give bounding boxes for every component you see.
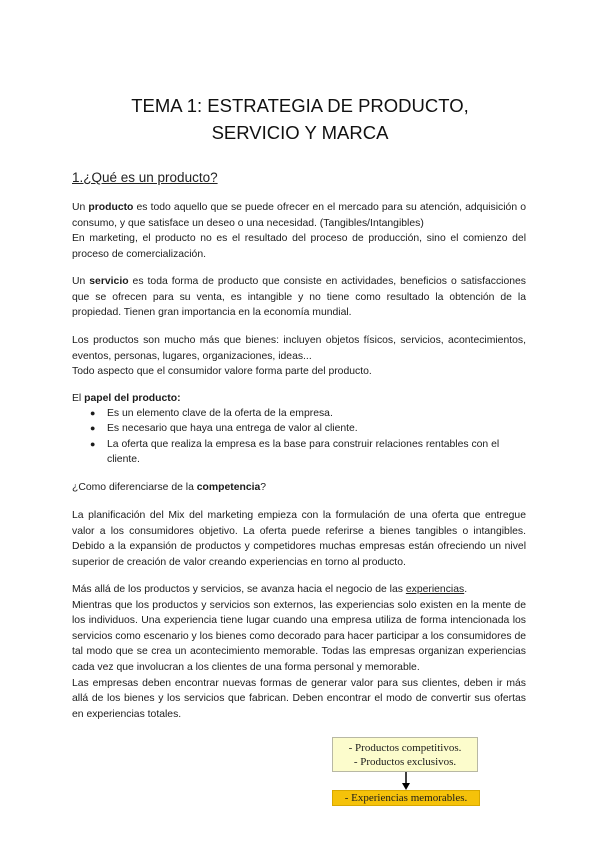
text-line: La planificación del Mix del marketing empieza con la formulación de una oferta que entregue valor a los consumidores objetivo. La oferta puede referirse a bienes tangibles o intangibles. Debido a la expansión de productos y competidores muchas empresas están ofreciendo un nivel superior de creación de valor creando experiencias en torno al producto.	[72, 510, 526, 568]
text-rest: es toda forma de producto que consiste en actividades, beneficios o satisfacciones que se ofrecen para su venta, es intangible y no tiene como resultado la obtención de la propiedad. Tienen gran importancia en la economía mundial.	[72, 276, 526, 319]
term-servicio: servicio	[89, 276, 129, 287]
text-line: Los productos son mucho más que bienes: incluyen objetos físicos, servicios, acontecimientos, eventos, personas, lugares, organizaciones, ideas...	[72, 335, 526, 362]
bullet-list	[72, 406, 526, 468]
list-item	[72, 421, 526, 436]
text-line: En marketing, el producto no es el resultado del proceso de producción, sino el comienzo del proceso de comercialización.	[72, 233, 526, 260]
text-prefix: Un	[72, 202, 89, 213]
paragraph-competencia	[72, 480, 526, 496]
paragraph-servicio	[72, 274, 526, 321]
diagram-item: - Productos exclusivos.	[353, 756, 457, 768]
page-title	[60, 92, 540, 146]
text-prefix: Un	[72, 276, 90, 287]
text-prefix: Más allá de los productos y servicios, se avanza hacia el negocio de las	[72, 584, 406, 595]
experience-diagram	[332, 737, 480, 807]
paragraph-papel	[72, 391, 526, 407]
text-suffix: ?	[260, 482, 267, 493]
diagram-item: - Productos competitivos.	[348, 742, 462, 754]
text-suffix: .	[464, 584, 468, 595]
bullet-icon: ●	[90, 408, 96, 418]
experiences-box: - Experiencias memorables.	[332, 790, 480, 806]
text-prefix: El	[72, 393, 85, 404]
paragraph-producto	[72, 200, 526, 262]
text-line: Las empresas deben encontrar nuevas formas de generar valor para sus clientes, deben ir más allá de los bienes y los servicios que fabrican. Deben encontrar el modo de convertir sus ofertas en experiencias totales.	[72, 677, 526, 720]
paragraph-productos	[72, 333, 526, 380]
text-prefix: ¿Como diferenciarse de la	[72, 482, 197, 493]
title-line-2: SERVICIO Y MARCA	[211, 122, 389, 143]
list-item-text: La oferta que realiza la empresa es la base para construir relaciones rentables con el cliente.	[107, 438, 500, 466]
list-item	[72, 406, 526, 421]
products-box	[332, 737, 478, 772]
term-experiencias: experiencias	[405, 584, 465, 595]
arrow-down-icon	[402, 772, 410, 790]
list-item-text: Es un elemento clave de la oferta de la empresa.	[107, 408, 333, 419]
term-papel: papel del producto:	[84, 393, 181, 404]
term-producto: producto	[88, 202, 134, 213]
list-item	[72, 437, 526, 468]
section-heading: 1.¿Qué es un producto?	[72, 170, 218, 185]
paragraph-experiencias	[72, 582, 526, 722]
text-line: Mientras que los productos y servicios son externos, las experiencias solo existen en la mente de los individuos. Una experiencia tiene lugar cuando una empresa utiliza de forma intencionada los servicios como escenario y los bienes como decorado para hacer participar a los consumidores de tal modo que se crea un acontecimiento memorable. Todas las empresas organizan experiencias cada vez que involucran a los clientes de una forma personal y memorable.	[72, 599, 526, 673]
paragraph-planificacion	[72, 508, 526, 570]
bullet-icon: ●	[90, 423, 96, 434]
text-rest: es todo aquello que se puede ofrecer en el mercado para su atención, adquisición o consumo, y que satisface un deseo o una necesidad. (Tangibles/Intangibles)	[72, 202, 526, 229]
term-competencia: competencia	[196, 482, 261, 493]
title-line-1: TEMA 1: ESTRATEGIA DE PRODUCTO,	[131, 95, 469, 116]
text-line: Todo aspecto que el consumidor valore forma parte del producto.	[72, 366, 372, 378]
bullet-icon: ●	[90, 438, 96, 449]
list-item-text: Es necesario que haya una entrega de valor al cliente.	[107, 423, 358, 435]
